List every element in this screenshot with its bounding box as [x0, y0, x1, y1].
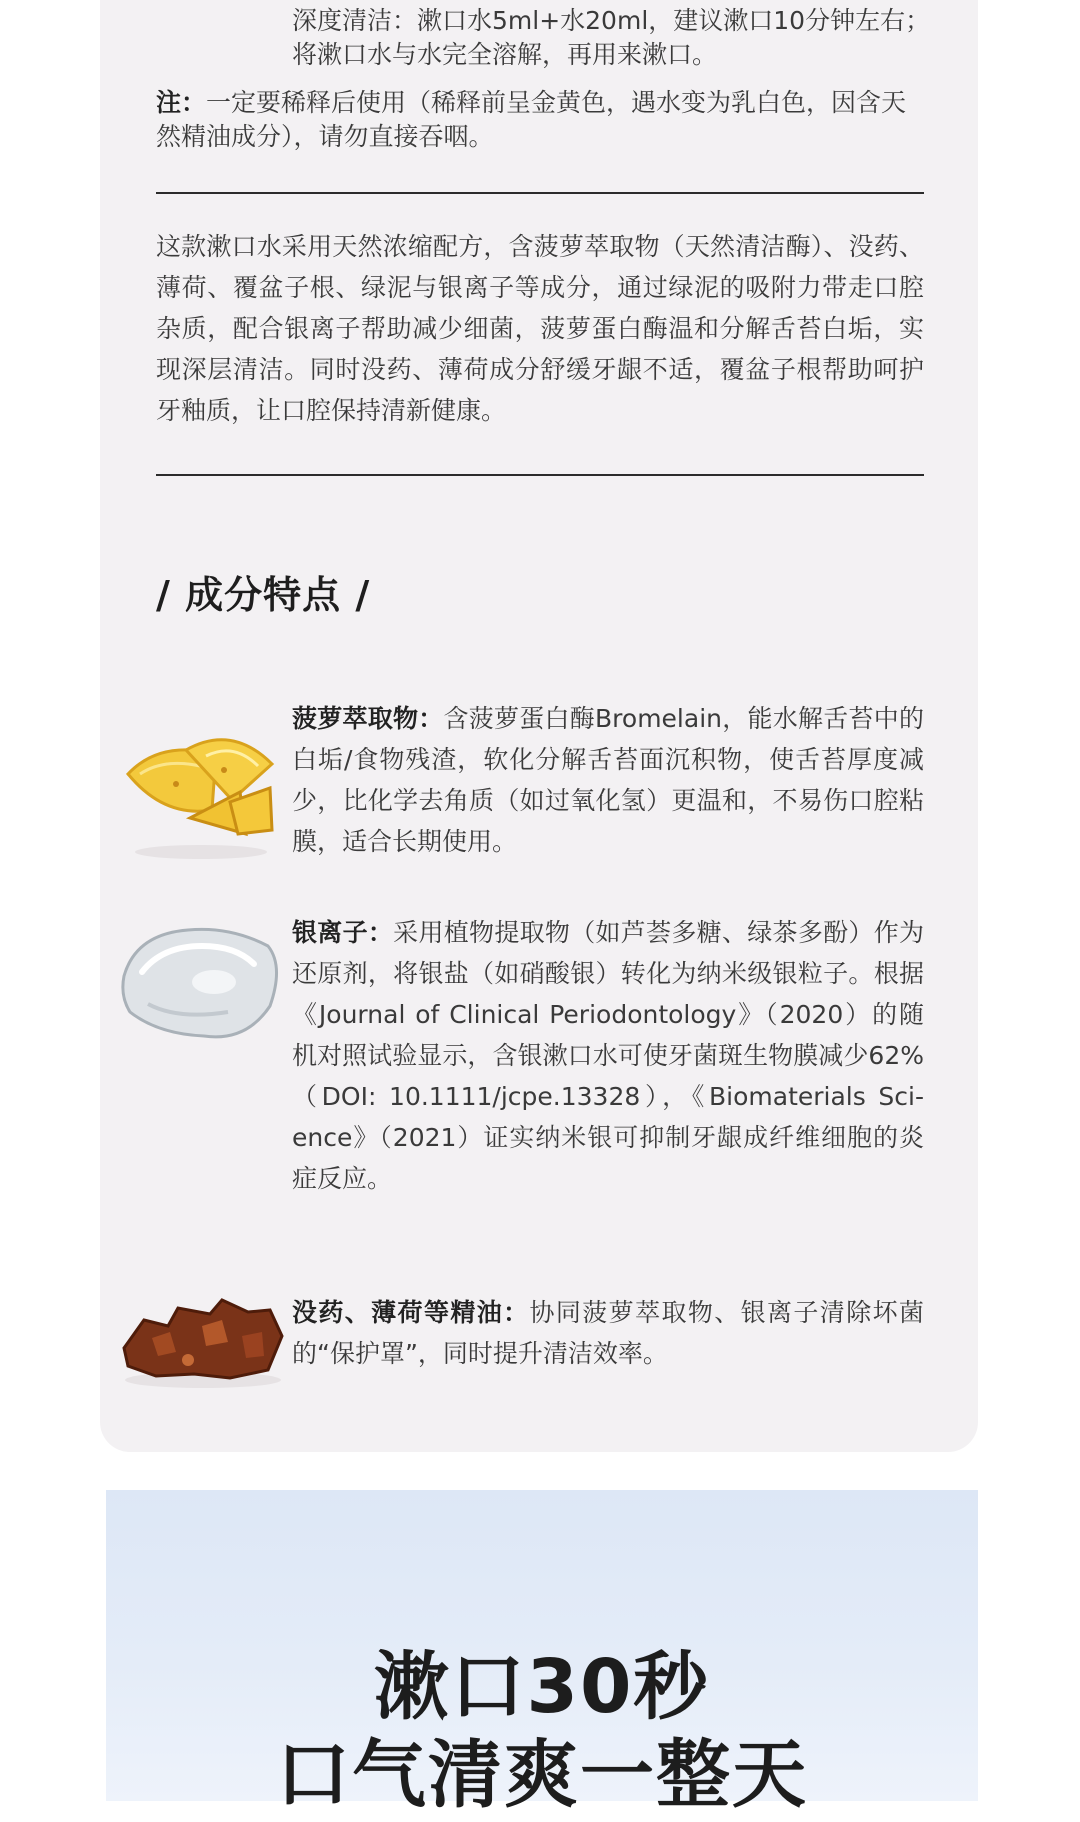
pineapple-icon [120, 722, 282, 862]
usage-deep-clean: 深度清洁：漱口水5ml+水20ml，建议漱口10分钟左右； [292, 6, 931, 35]
ingredient-silver-ion [292, 912, 924, 1199]
banner-headline-2: 口气清爽一整天 [276, 1732, 808, 1818]
note-label: 注： [156, 88, 207, 117]
myrrh-resin-icon [118, 1290, 288, 1390]
note-text: 一定要稀释后使用（稀释前呈金黄色，遇水变为乳白色，因含天然精油成分），请勿直接吞咽。 [156, 88, 907, 151]
ingredient-pineapple [292, 698, 924, 862]
section-title: / 成分特点 / [156, 573, 371, 617]
ingredient-name: 没药、薄荷等精油： [292, 1298, 530, 1327]
promo-banner [106, 1490, 978, 1818]
ingredient-text: 含菠萝蛋白酶Bromelain，能水解舌苔中的白垢/食物残渣，软化分解舌苔面沉积物，使舌苔厚度减少，比化学去角质（如过氧化氢）更温和，不易伤口腔粘膜，适合长期使用。 [292, 704, 924, 856]
divider-top [156, 192, 924, 194]
silver-ion-gel-icon [118, 916, 284, 1052]
banner-headline-1: 漱口30秒 [374, 1644, 710, 1730]
ingredient-name: 菠萝萃取物： [292, 704, 444, 733]
usage-instructions [292, 4, 931, 72]
ingredient-text: 采用植物提取物（如芦荟多糖、绿茶多酚）作为还原剂，将银盐（如硝酸银）转化为纳米级银粒子。根据《Journal of Clinical Periodontology》（2020）的随机对照试验显示，含银漱口水可使牙菌斑生物膜减少62%（DOI: 10.1111/jcpe.13328），《Biomaterials Science》（2021）证实纳米银可抑制牙龈成纤维细胞的炎症反应。 [292, 918, 924, 1193]
product-intro: 这款漱口水采用天然浓缩配方，含菠萝萃取物（天然清洁酶）、没药、薄荷、覆盆子根、绿泥与银离子等成分，通过绿泥的吸附力带走口腔杂质，配合银离子帮助减少细菌，菠萝蛋白酶温和分解舌苔白垢，实现深层清洁。同时没药、薄荷成分舒缓牙龈不适，覆盆子根帮助呵护牙釉质，让口腔保持清新健康。 [156, 232, 924, 425]
dilution-note [156, 86, 922, 154]
ingredient-essential-oils [292, 1292, 924, 1374]
ingredient-name: 银离子： [292, 918, 394, 947]
usage-dissolve: 将漱口水与水完全溶解，再用来漱口。 [292, 40, 718, 69]
divider-bottom [156, 474, 924, 476]
ingredient-text: 协同菠萝萃取物、银离子清除坏菌的“保护罩”，同时提升清洁效率。 [292, 1298, 924, 1368]
